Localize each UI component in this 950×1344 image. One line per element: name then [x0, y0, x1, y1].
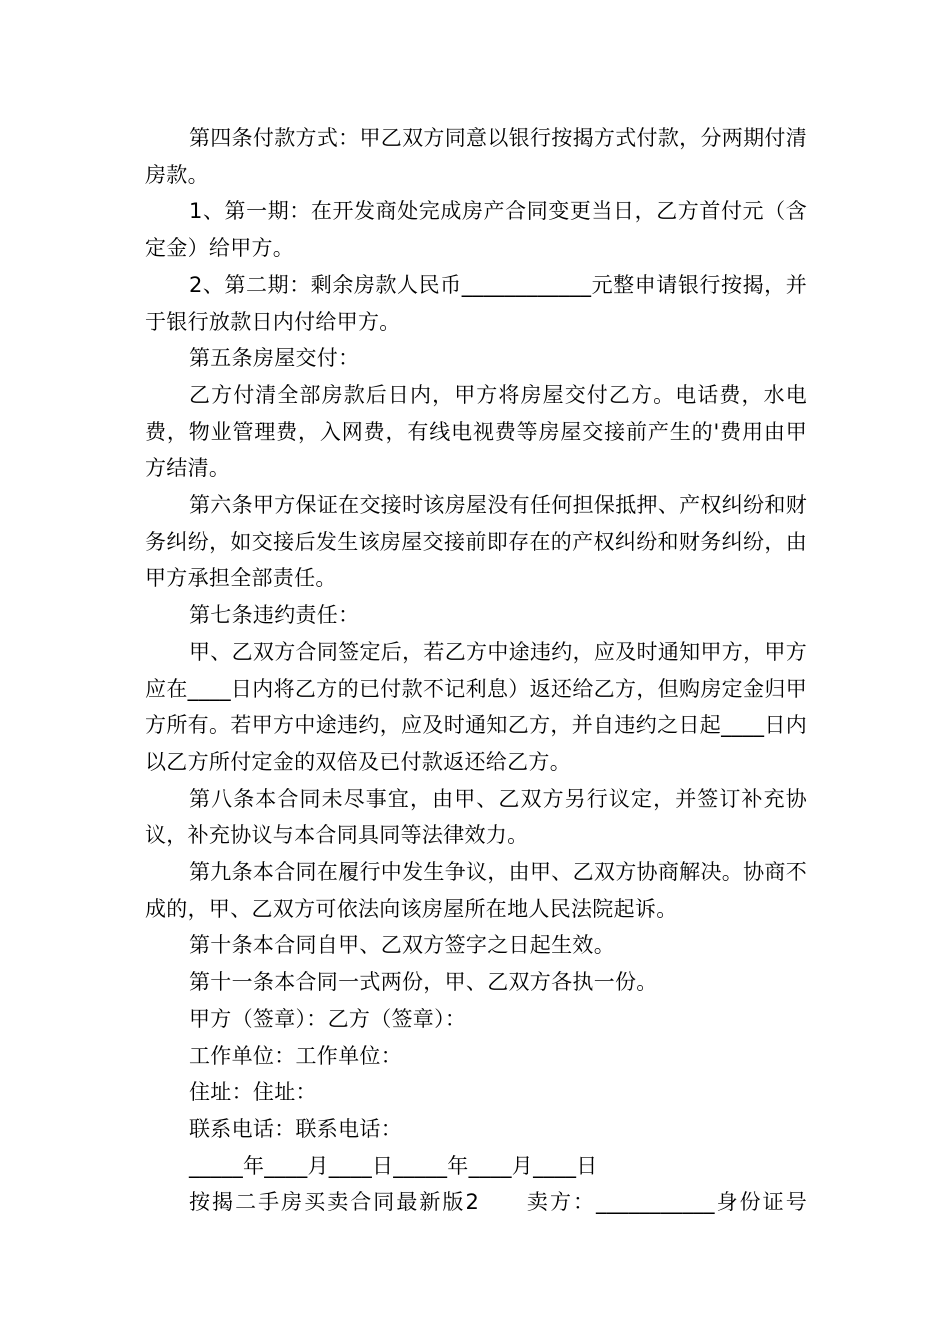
employer-line: 工作单位：工作单位：	[189, 1043, 402, 1068]
paragraph-article-7-heading: 第七条违约责任：	[189, 603, 360, 628]
paragraph-article-8: 第八条本合同未尽事宜，由甲、乙双方另行议定，并签订补充协议，补充协议与本合同具同等法律效力。	[145, 786, 807, 848]
next-contract-title-line: 按揭二手房买卖合同最新版2 卖方：___________身份证号	[189, 1190, 807, 1215]
paragraph-article-9: 第九条本合同在履行中发生争议，由甲、乙双方协商解决。协商不成的，甲、乙双方可依法向该房屋所在地人民法院起诉。	[145, 860, 807, 921]
paragraph-installment-1: 1、第一期：在开发商处完成房产合同变更当日，乙方首付元（含定金）给甲方。	[145, 199, 807, 261]
paragraph-installment-2: 2、第二期：剩余房款人民币____________元整申请银行按揭，并于银行放款日内付给甲方。	[145, 272, 807, 334]
paragraph-article-5-heading: 第五条房屋交付：	[189, 346, 360, 371]
signature-line: 甲方（签章）：乙方（签章）：	[189, 1006, 467, 1031]
paragraph-article-5-body: 乙方付清全部房款后日内，甲方将房屋交付乙方。电话费，水电费，物业管理费，入网费，有线电视费等房屋交接前产生的'费用由甲方结清。	[145, 382, 807, 481]
contract-page	[145, 120, 807, 1221]
paragraph-article-7-body: 甲、乙双方合同签定后，若乙方中途违约，应及时通知甲方，甲方应在____日内将乙方的已付款不记利息）返还给乙方，但购房定金归甲方所有。若甲方中途违约，应及时通知乙方，并自违约之日起____日内以乙方所付定金的双倍及已付款返还给乙方。	[145, 639, 807, 774]
paragraph-article-6: 第六条甲方保证在交接时该房屋没有任何担保抵押、产权纠纷和财务纠纷，如交接后发生该房屋交接前即存在的产权纠纷和财务纠纷，由甲方承担全部责任。	[145, 493, 807, 591]
phone-line: 联系电话：联系电话：	[189, 1116, 402, 1141]
date-line: _____年____月____日_____年____月____日	[189, 1153, 598, 1178]
paragraph-article-4: 第四条付款方式：甲乙双方同意以银行按揭方式付款，分两期付清房款。	[145, 126, 807, 187]
address-line: 住址：住址：	[189, 1080, 317, 1105]
paragraph-article-10: 第十条本合同自甲、乙双方签字之日起生效。	[189, 933, 615, 958]
paragraph-article-11: 第十一条本合同一式两份，甲、乙双方各执一份。	[189, 970, 658, 995]
